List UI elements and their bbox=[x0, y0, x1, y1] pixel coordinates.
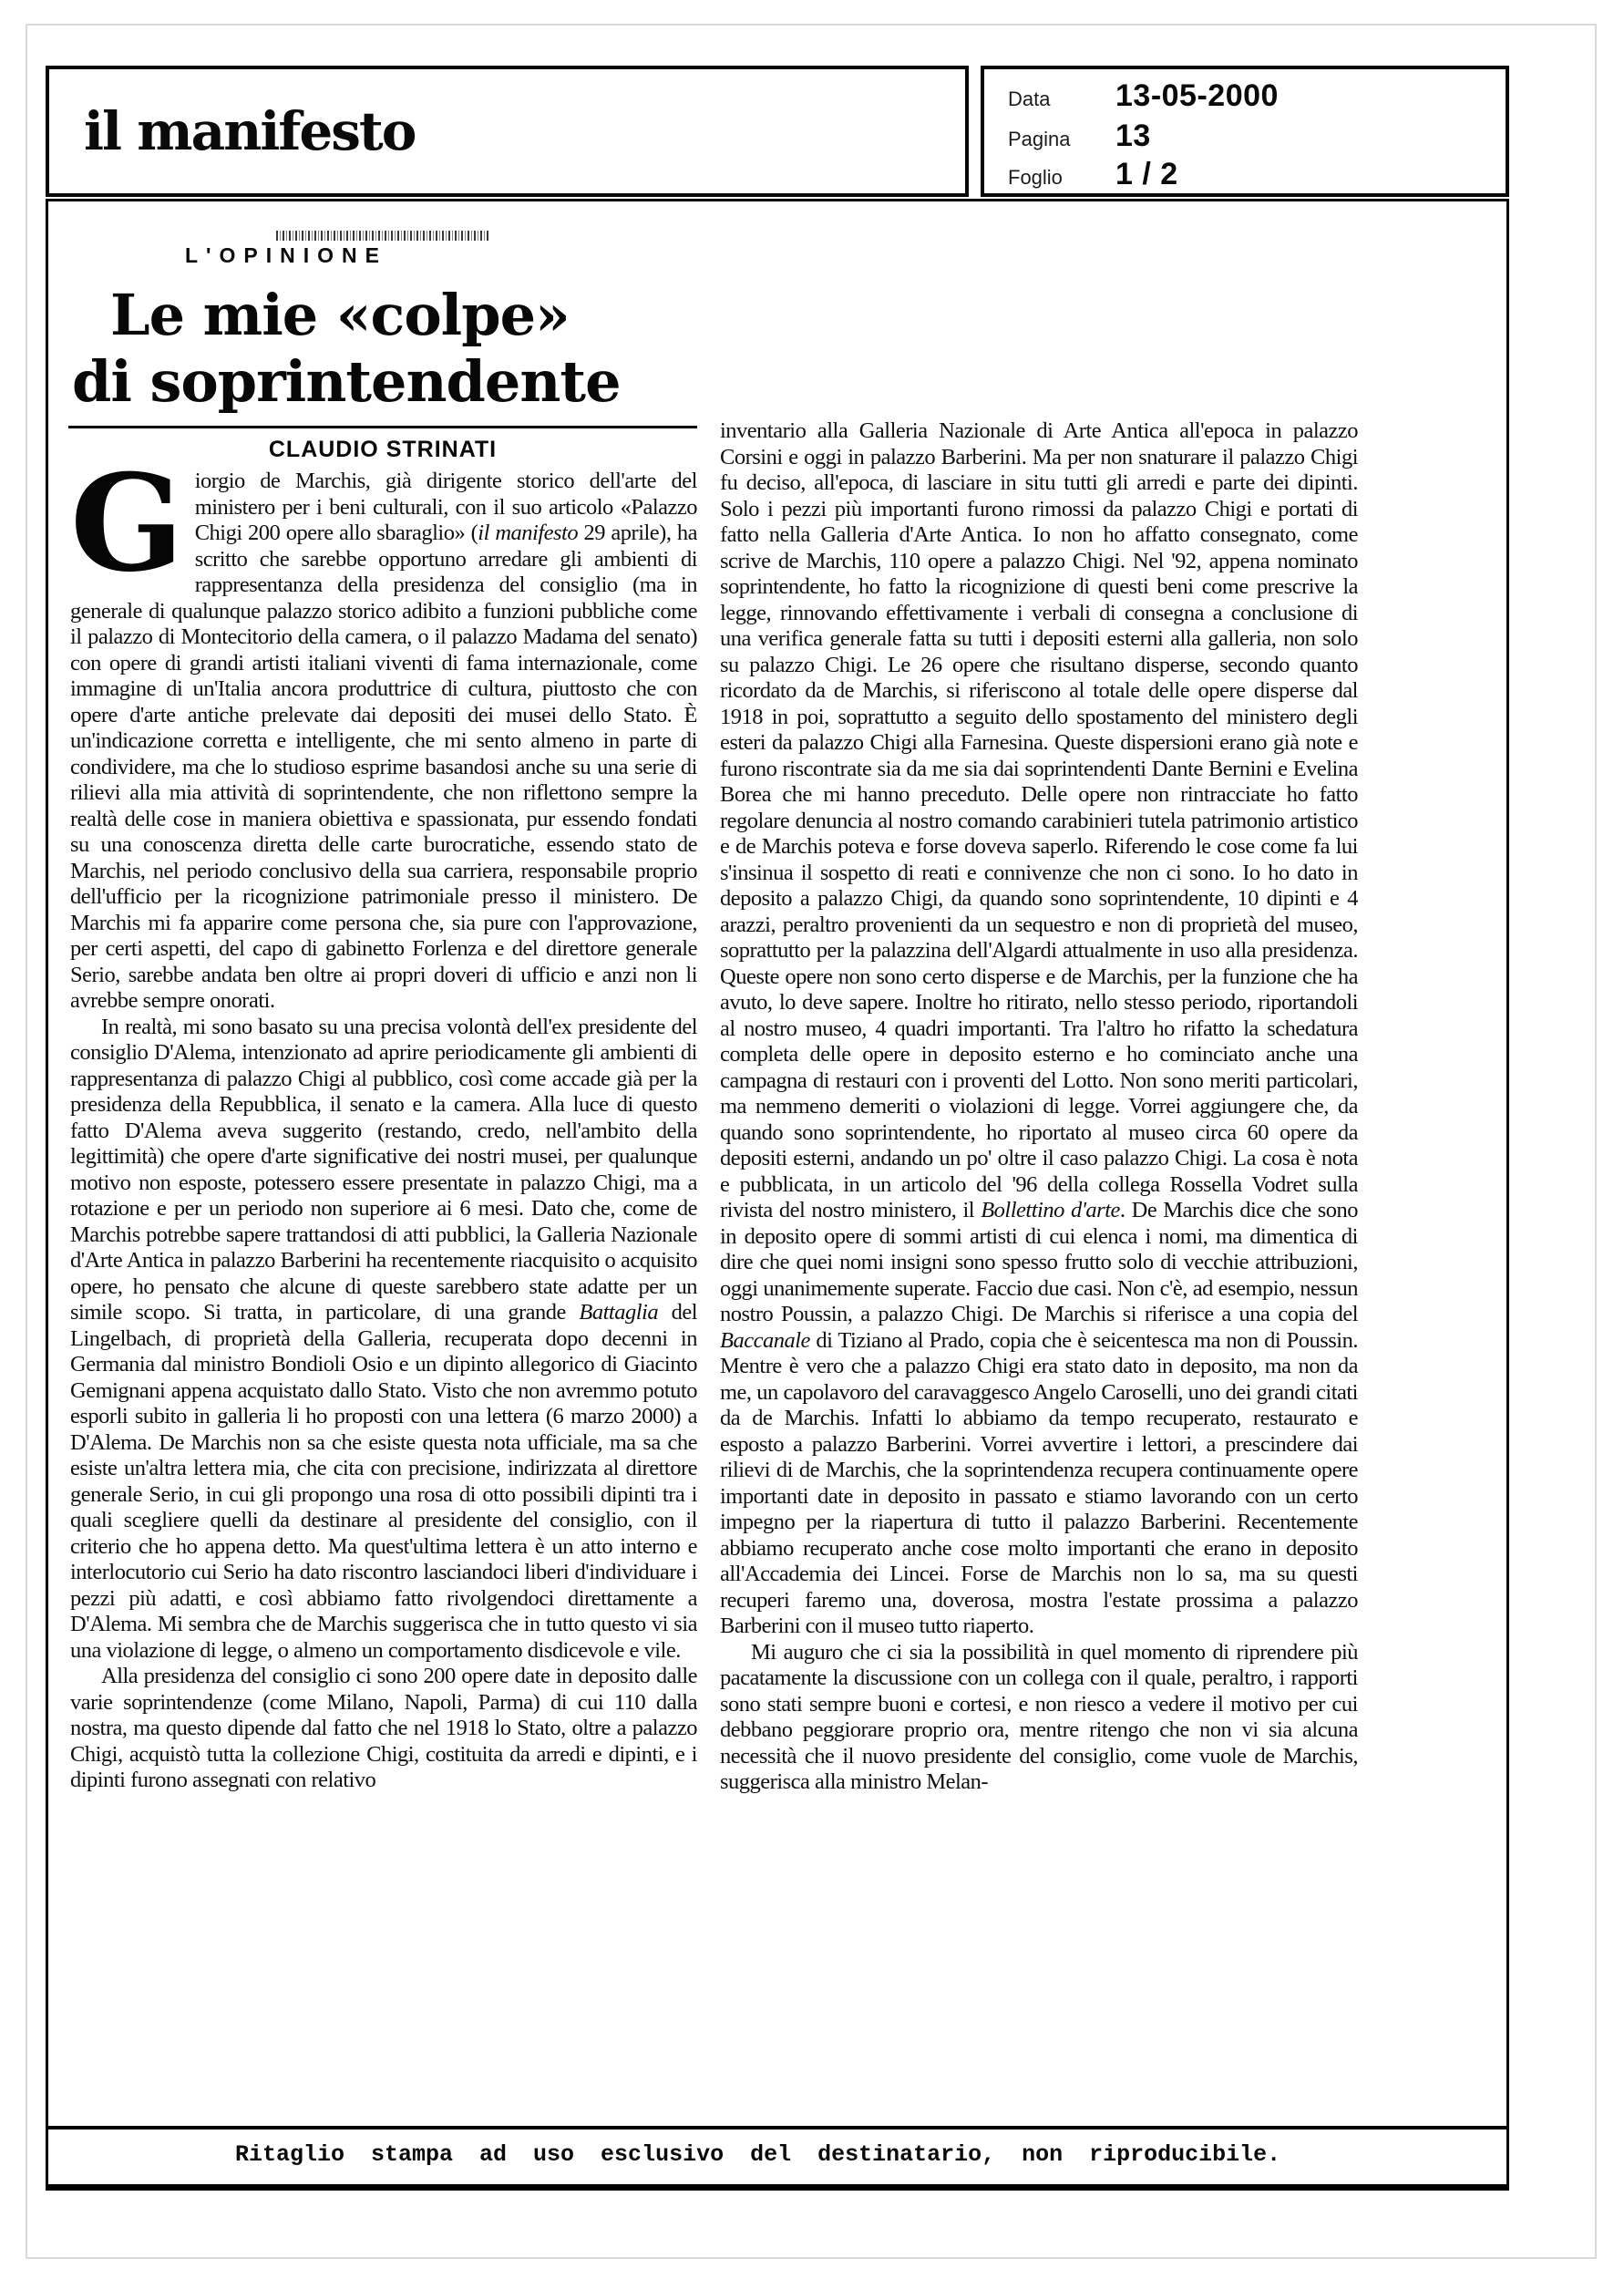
article-paragraph bbox=[70, 1664, 697, 1794]
body-text: In realtà, mi sono basato su una precisa volontà dell'ex presidente del consiglio D'Alema, intenzionato ad aprire periodicamente gli ambienti di rappresentanza di palazzo Chigi al pubblico, così come accade già per la presidenza della Repubblica, il senato e la camera. Alla luce di questo fatto D'Alema aveva suggerito (restando, credo, nell'ambito della legittimità) che opere d'arte significative dei nostri musei, per qualunque motivo non esposte, potessero essere presentate in palazzo Chigi, ma a rotazione e per un periodo non superiore ai 6 mesi. Dato che, come de Marchis potrebbe sapere trattandosi di atti pubblici, la Galleria Nazionale d'Arte Antica in palazzo Barberini ha recentemente riacquisito o acquisito opere, ho pensato che alcune di queste sarebbero state adatte per un simile scopo. Si tratta, in particolare, di una grande bbox=[70, 1014, 697, 1325]
newspaper-logo: il manifesto bbox=[84, 100, 416, 162]
italic-text: Battaglia bbox=[579, 1300, 659, 1325]
body-text: iorgio de Marchis, già dirigente storico dell'arte del ministero per i beni culturali, con il suo articolo «Palazzo Chigi 200 opere allo sbaraglio» ( bbox=[194, 469, 697, 545]
meta-value-sheet: 1 / 2 bbox=[1115, 157, 1178, 191]
meta-row-page bbox=[1008, 119, 1151, 154]
article-box bbox=[46, 199, 1509, 2191]
body-text: Alla presidenza del consiglio ci sono 200 opere date in deposito dalle varie soprintendenze (come Milano, Napoli, Parma) di cui 110 dalla nostra, ma questo dipende dal fatto che nel 1918 lo Stato, oltre a palazzo Chigi, acquistò tutta la collezione Chigi, costituita da arredi e dipinti, e i dipinti furono assegnati con relativo bbox=[70, 1664, 697, 1792]
column-left bbox=[70, 469, 697, 2120]
logo-box bbox=[46, 66, 969, 197]
article-paragraph bbox=[70, 469, 697, 1015]
meta-row-date bbox=[1008, 78, 1279, 114]
section-kicker: L'OPINIONE bbox=[185, 243, 387, 267]
footer-notice: Ritaglio stampa ad uso esclusivo del destinatario, non riproducibile. bbox=[235, 2141, 1281, 2168]
headline-line: Le mie «colpe» bbox=[110, 282, 570, 348]
article-paragraph bbox=[70, 1015, 697, 1665]
italic-text: Bollettino d'arte bbox=[981, 1198, 1120, 1222]
kicker-decoration bbox=[276, 231, 490, 241]
meta-row-sheet bbox=[1008, 157, 1178, 192]
body-text: . De Marchis dice che sono in deposito opere di sommi artisti di cui elenca i nomi, ma dimentica di dire che quei nomi insigni sono spesso frutto solo di vecchie attribuzioni, oggi unanimemente superate. Faccio due casi. Non c'è, ad esempio, nessun nostro Poussin, a palazzo Chigi. De Marchis si riferisce a una copia del bbox=[720, 1198, 1358, 1326]
italic-text: il manifesto bbox=[478, 521, 579, 545]
meta-value-date: 13-05-2000 bbox=[1115, 78, 1279, 113]
meta-label-date: Data bbox=[1008, 88, 1051, 110]
headline-line: di soprintendente bbox=[72, 348, 621, 415]
meta-value-page: 13 bbox=[1115, 119, 1151, 153]
article-paragraph bbox=[720, 418, 1358, 1640]
meta-label-sheet: Foglio bbox=[1008, 166, 1063, 189]
headline-rule bbox=[68, 426, 697, 428]
body-text: Mi auguro che ci sia la possibilità in quel momento di riprendere più pacatamente la discussione con un collega con il quale, peraltro, i rapporti sono stati sempre buoni e cortesi, e non riesco a vedere il motivo per cui debbano peggiorare proprio ora, mentre ritengo che non vi sia alcuna necessità che il nuovo presidente del consiglio, come vuole de Marchis, suggerisca alla ministro Melan- bbox=[720, 1639, 1358, 1794]
article-paragraph bbox=[720, 1640, 1358, 1796]
footer-strip bbox=[48, 2126, 1506, 2184]
body-text: 29 aprile), ha scritto che sarebbe opportuno arredare gli ambienti di rappresentanza della presidenza del consiglio (ma in generale di qualunque palazzo storico adibito a funzioni pubbliche come il palazzo di Montecitorio della camera, o il palazzo Madama del senato) con opere di grandi artisti italiani viventi di fama internazionale, come immagine di un'Italia ancora produttrice di cultura, piuttosto che con opere d'arte antiche prelevate dai depositi dei musei dello Stato. È un'indicazione corretta e intelligente, che mi sento almeno in parte di condividere, ma che lo studioso esprime basandosi anche su una serie di rilievi alla mia attività di soprintendente, che non riflettono sempre la realtà delle cose in maniera obiettiva e spassionata, pur essendo fondati su una conoscenza diretta delle carte burocratiche, essendo stato de Marchis, nel periodo conclusivo della sua carriera, responsabile proprio dell'ufficio per la ricognizione patrimoniale presso il ministero. De Marchis mi fa apparire come persona che, sia pure con l'approvazione, per certi aspetti, del capo di gabinetto Forlenza e del direttore generale Serio, sarebbe andata ben oltre ai propri doveri di ufficio e anzi non li avrebbe sempre onorati. bbox=[70, 521, 697, 1013]
headline bbox=[72, 282, 673, 415]
meta-box bbox=[981, 66, 1509, 197]
byline: CLAUDIO STRINATI bbox=[268, 437, 498, 462]
meta-label-page: Pagina bbox=[1008, 128, 1071, 150]
drop-cap: G bbox=[70, 469, 184, 602]
body-text: del Lingelbach, di proprietà della Galleria, recuperata dopo decenni in Germania dal ministro Bondioli Osio e un dipinto allegorico di Giacinto Gemignani appena acquistato dallo Stato. Visto che non avremmo potuto esporli subito in galleria li ho proposti con una lettera (6 marzo 2000) a D'Alema. De Marchis non sa che esiste questa nota ufficiale, ma sa che esiste un'altra lettera mia, che cita con precisione, indirizzata al direttore generale Serio, in cui gli propongo una rosa di otto possibili dipinti tra i quali scegliere quelli da destinare al presidente del consiglio, con il criterio che ho appena detto. Ma quest'ultima lettera è un atto interno e interlocutorio cui Serio ha dato riscontro lasciandoci liberi d'individuare i pezzi più adatti, e così abbiamo fatto rivolgendoci direttamente a D'Alema. Mi sembra che de Marchis suggerisca che in tutto questo vi sia una violazione di legge, o almeno un comportamento disdicevole e vile. bbox=[70, 1300, 697, 1663]
body-text: inventario alla Galleria Nazionale di Arte Antica all'epoca in palazzo Corsini e oggi in palazzo Barberini. Ma per non snaturare il palazzo Chigi fu deciso, all'epoca, di lasciare in situ tutti gli arredi e parte dei dipinti. Solo i pezzi più importanti furono rimossi da palazzo Chigi e portati di fatto nella Galleria d'Arte Antica. Io non ho affatto consegnato, come scrive de Marchis, 110 opere a palazzo Chigi. Nel '92, appena nominato soprintendente, ho fatto la ricognizione di questi beni come prescrive la legge, rinnovando effettivamente i verbali di consegna a conclusione di una verifica generale fatta su tutti i depositi esterni alla galleria, non solo su palazzo Chigi. Le 26 opere che risultano disperse, secondo quanto ricordato da de Marchis, si riferiscono al totale delle opere disperse dal 1918 in poi, soprattutto a seguito dello spostamento del ministero degli esteri da palazzo Chigi alla Farnesina. Queste dispersioni erano già note e furono riscontrate sia da me sia dai soprintendenti Dante Bernini e Evelina Borea che mi hanno preceduto. Delle opere non rintracciate ho fatto regolare denuncia al nostro comando carabinieri tutela patrimonio artistico e de Marchis poteva e forse doveva saperlo. Riferendo le cose come fa lui s'insinua il sospetto di reati e connivenze che non ci sono. Io ho dato in deposito a palazzo Chigi, da quando sono soprintendente, 10 dipinti e 4 arazzi, peraltro provenienti da un sequestro e non di proprietà del museo, soprattutto per la palazzina dell'Algardi attualmente in uso alla presidenza. Queste opere non sono certo disperse e de Marchis, per la funzione che ha avuto, lo deve sapere. Inoltre ho ritirato, nello stesso periodo, riportandoli al nostro museo, 4 quadri importanti. Tra l'altro ho rifatto la schedatura completa delle opere in deposito esterno e ho cominciato anche una campagna di restauri con i proventi del Lotto. Non sono meriti particolari, ma nemmeno demeriti o violazioni di legge. Vorrei aggiungere che, da quando sono soprintendente, ho riportato al museo circa 60 opere da depositi esterni, andando un po' oltre il caso palazzo Chigi. La cosa è nota e pubblicata, in un articolo del '96 della collega Rossella Vodret sulla rivista del nostro ministero, il bbox=[720, 418, 1358, 1222]
column-right bbox=[720, 418, 1358, 2119]
italic-text: Baccanale bbox=[720, 1327, 810, 1353]
body-text: di Tiziano al Prado, copia che è seicentesca ma non di Poussin. Mentre è vero che a palazzo Chigi era stato dato in deposito, ma non da me, un capolavoro del caravaggesco Angelo Caroselli, uno dei grandi citati da de Marchis. Infatti lo abbiamo da tempo recuperato, restaurato e esposto a palazzo Barberini. Vorrei avvertire i lettori, a prescindere dai rilievi di de Marchis, che la soprintendenza recupera continuamente opere importanti date in deposito in passato e stiamo lavorando con un certo impegno per la riapertura di tutto il palazzo Barberini. Recentemente abbiamo recuperato anche cose molto importanti che erano in deposito all'Accademia dei Lincei. Forse de Marchis non lo sa, ma su questi recuperi faremo una, doverosa, mostra l'estate prossima a palazzo Barberini con il museo tutto riaperto. bbox=[720, 1327, 1358, 1638]
